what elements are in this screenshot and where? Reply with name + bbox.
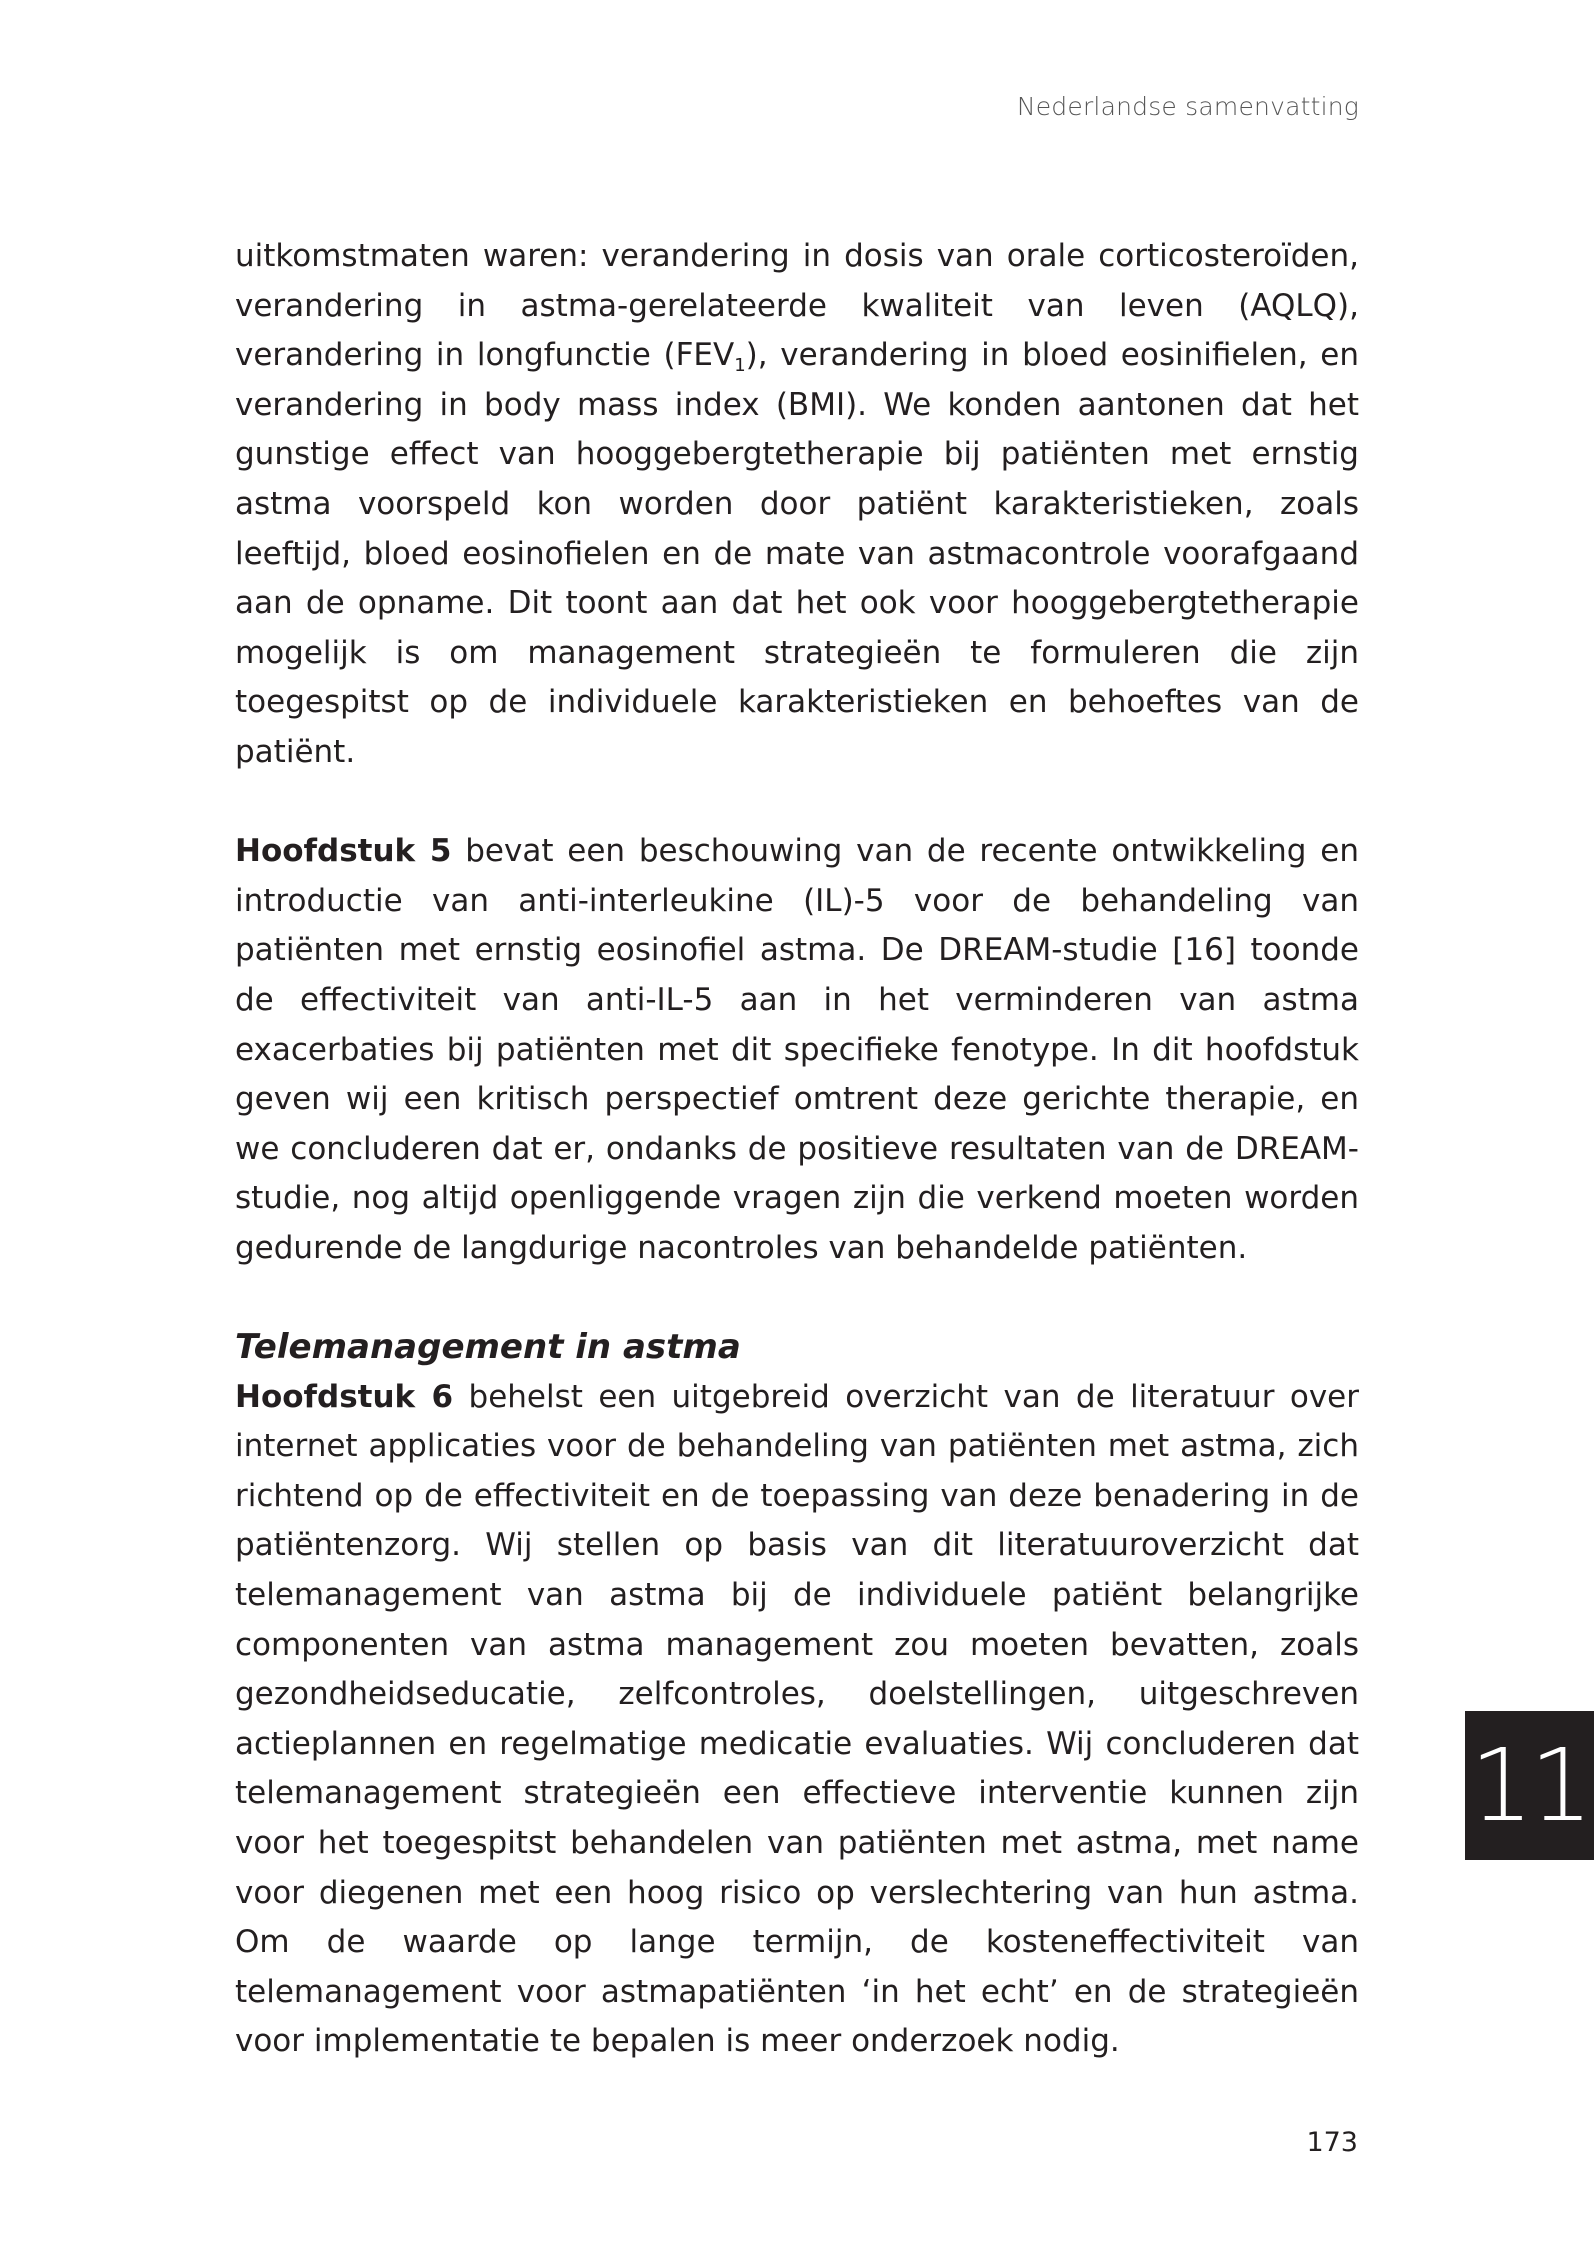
paragraph-text: ), verandering in bloed eosinifielen, en verandering in body mass index (BMI). We konden aantonen dat het gunstige effect van hooggebergtetherapie bij patiënten met ernstig astma voorspeld kon worden door patiënt karakteristieken, zoals leeftijd, bloed eosinofielen en de mate van astmacontrole voorafgaand aan de opname. Dit toont aan dat het ook voor hooggebergtetherapie mogelijk is om management strategieën te formuleren die zijn toegespitst op de individuele karakteristieken en behoeftes van de patiënt. (235, 337, 1360, 770)
paragraph-chapter-6 (235, 1373, 1359, 2067)
paragraph-chapter-5 (235, 827, 1359, 1273)
chapter-reference: Hoofdstuk 6 (235, 1378, 454, 1415)
paragraph-outcome-measures (235, 232, 1359, 778)
paragraph-text: bevat een beschouwing van de recente ontwikkeling en introductie van anti-interleukine (IL)-5 voor de behandeling van patiënten met ernstig eosinofiel astma. De DREAM-studie [16] toonde de effectiviteit van anti-IL-5 aan in het verminderen van astma exacerbaties bij patiënten met dit specifieke fenotype. In dit hoofdstuk geven wij een kritisch perspectief omtrent deze gerichte therapie, en we concluderen dat er, ondanks de positieve resultaten van de DREAM-studie, nog altijd openliggende vragen zijn die verkend moeten worden gedurende de langdurige nacontroles van behandelde patiënten. (235, 833, 1359, 1266)
chapter-tab: 11 (1465, 1711, 1594, 1860)
body-text (235, 232, 1359, 2067)
paragraph-text: uitkomstmaten waren: verandering in dosis van orale corticosteroïden, verandering in astma-gerelateerde kwaliteit van leven (AQLQ), verandering in longfunctie (FEV (235, 238, 1359, 374)
section-heading: Telemanagement in astma (235, 1327, 741, 1368)
page-number: 173 (1306, 2127, 1358, 2158)
paragraph-text: behelst een uitgebreid overzicht van de literatuur over internet applicaties voor de behandeling van patiënten met astma, zich richtend op de effectiviteit en de toepassing van deze benadering in de patiëntenzorg. Wij stellen op basis van dit literatuuroverzicht dat telemanagement van astma bij de individuele patiënt belangrijke componenten van astma management zou moeten bevatten, zoals gezondheidseducatie, zelfcontroles, doelstellingen, uitgeschreven actieplannen en regelmatige medicatie evaluaties. Wij concluderen dat telemanagement strategieën een effectieve interventie kunnen zijn voor het toegespitst behandelen van patiënten met astma, met name voor diegenen met een hoog risico op verslechtering van hun astma. Om de waarde op lange termijn, de kosteneffectiviteit van telemanagement voor astmapatiënten ‘in het echt’ en de strategieën voor implementatie te bepalen is meer onderzoek nodig. (235, 1378, 1359, 2060)
chapter-reference: Hoofdstuk 5 (235, 833, 452, 870)
running-header: Nederlandse samenvatting (1016, 92, 1359, 121)
subscript: 1 (734, 355, 746, 377)
